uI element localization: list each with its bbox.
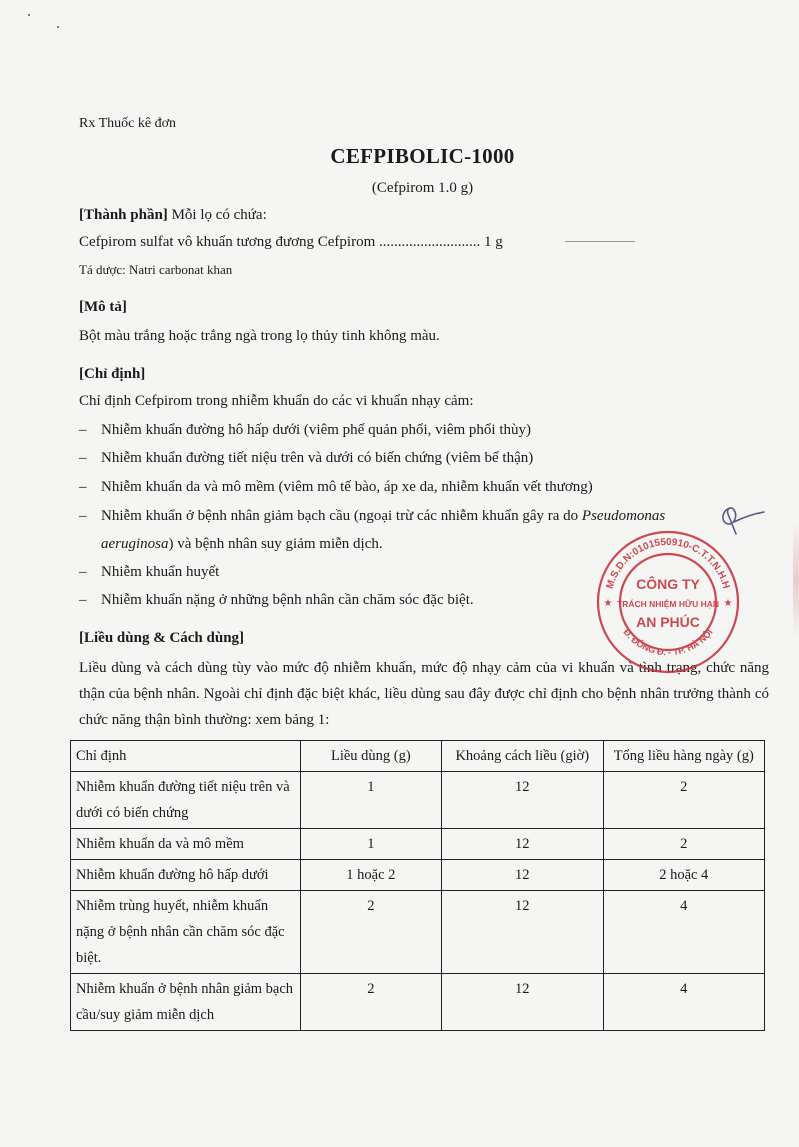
indication-item-continued	[101, 536, 383, 553]
composition-line	[79, 207, 267, 224]
description-text: Bột màu trắng hoặc trắng ngà trong lọ thủy tinh không màu.	[79, 328, 440, 344]
bullet-dash: –	[79, 564, 87, 580]
table-cell-daily: 4	[603, 974, 764, 1031]
table-cell-daily: 2	[603, 772, 764, 829]
table-cell-dose: 1 hoặc 2	[300, 860, 441, 891]
table-row	[71, 974, 765, 1031]
indication-item: Nhiễm khuẩn nặng ở những bệnh nhân cần chăm sóc đặc biệt.	[101, 592, 474, 608]
table-row	[71, 772, 765, 829]
table-header-cell: Liều dùng (g)	[300, 741, 441, 772]
table-cell-indication: Nhiễm khuẩn da và mô mềm	[71, 829, 301, 860]
indication-item: Nhiễm khuẩn đường hô hấp dưới (viêm phế quản phổi, viêm phổi thùy)	[101, 422, 531, 438]
description-heading: [Mô tả]	[79, 299, 127, 315]
table-cell-indication: Nhiễm trùng huyết, nhiễm khuẩn nặng ở bệnh nhân cần chăm sóc đặc biệt.	[71, 891, 301, 974]
table-cell-dose: 1	[300, 829, 441, 860]
table-cell-daily: 2	[603, 829, 764, 860]
table-cell-indication: Nhiễm khuẩn đường hô hấp dưới	[71, 860, 301, 891]
composition-intro: Mỗi lọ có chứa:	[167, 207, 267, 223]
indication-item: Nhiễm khuẩn đường tiết niệu trên và dưới có biến chứng (viêm bể thận)	[101, 450, 534, 466]
seal-ring-text: M.S.D.N:0101550910-C.T.T.N.H.H	[604, 536, 732, 591]
scan-mark	[565, 241, 635, 242]
table-row	[71, 829, 765, 860]
table-row	[71, 860, 765, 891]
composition-heading: [Thành phần]	[79, 207, 168, 223]
table-header-row	[71, 741, 765, 772]
table-cell-dose: 2	[300, 891, 441, 974]
table-header-cell: Chỉ định	[71, 741, 301, 772]
table-header-cell: Khoảng cách liều (giờ)	[442, 741, 603, 772]
scan-speck	[57, 26, 59, 28]
seal-star: ★	[723, 598, 733, 609]
scan-edge-shadow	[793, 520, 799, 640]
table-cell-daily: 2 hoặc 4	[603, 860, 764, 891]
table-cell-indication: Nhiễm khuẩn đường tiết niệu trên và dưới có biến chứng	[71, 772, 301, 829]
table-cell-interval: 12	[442, 772, 603, 829]
table-cell-dose: 2	[300, 974, 441, 1031]
table-row	[71, 891, 765, 974]
excipient: Tá dược: Natri carbonat khan	[79, 262, 233, 277]
seal-star: ★	[603, 598, 613, 609]
seal-bottom-text: Đ. ĐÔNG Đ. - TP. HÀ NỘI	[621, 627, 715, 658]
handwritten-signature	[716, 500, 766, 540]
active-ingredient: Cefpirom sulfat vô khuẩn tương đương Cefpirom ........................... 1 g	[79, 234, 503, 250]
dosage-text: Liều dùng và cách dùng tùy vào mức độ nhiễm khuẩn, mức độ nhạy cảm của vi khuẩn và tình trạng, chức năng thận của bệnh nhân. Ngoài chỉ định đặc biệt khác, liều dùng sau đây được chỉ định cho bệnh nhân trưởng thành có chức năng thận bình thường: xem bảng 1:	[79, 660, 769, 728]
table-cell-interval: 12	[442, 860, 603, 891]
indication-item-text: Nhiễm khuẩn ở bệnh nhân giảm bạch cầu (ngoại trừ các nhiễm khuẩn gây ra do	[101, 508, 582, 524]
table-cell-indication: Nhiễm khuẩn ở bệnh nhân giảm bạch cầu/suy giảm miễn dịch	[71, 974, 301, 1031]
product-title: CEFPIBOLIC-1000	[330, 144, 515, 168]
seal-line-2: TRÁCH NHIỆM HỮU HẠN	[617, 599, 719, 609]
indications-heading: [Chỉ định]	[79, 366, 146, 382]
table-cell-interval: 12	[442, 974, 603, 1031]
table-cell-dose: 1	[300, 772, 441, 829]
table-cell-daily: 4	[603, 891, 764, 974]
indication-item	[101, 508, 665, 525]
table-cell-interval: 12	[442, 829, 603, 860]
indication-item-text: ) và bệnh nhân suy giảm miễn dịch.	[168, 536, 383, 552]
table-header-cell: Tổng liều hàng ngày (g)	[603, 741, 764, 772]
pathogen-name: Pseudomonas	[581, 508, 666, 524]
bullet-dash: –	[79, 450, 87, 466]
product-subtitle: (Cefpirom 1.0 g)	[371, 180, 474, 196]
indication-item: Nhiễm khuẩn da và mô mềm (viêm mô tế bào, áp xe da, nhiễm khuẩn vết thương)	[101, 479, 593, 495]
bullet-dash: –	[79, 422, 87, 438]
company-seal-stamp	[593, 527, 743, 677]
bullet-dash: –	[79, 508, 87, 524]
prescription-label: Rx Thuốc kê đơn	[79, 116, 176, 131]
dosage-table	[70, 740, 765, 1031]
seal-line-3: AN PHÚC	[636, 614, 700, 630]
bullet-dash: –	[79, 479, 87, 495]
table-cell-interval: 12	[442, 891, 603, 974]
pathogen-name: aeruginosa	[101, 536, 169, 552]
dosage-heading: [Liều dùng & Cách dùng]	[79, 630, 245, 646]
scan-speck	[28, 14, 30, 16]
indication-item: Nhiễm khuẩn huyết	[101, 564, 220, 580]
seal-line-1: CÔNG TY	[636, 576, 700, 592]
bullet-dash: –	[79, 592, 87, 608]
indications-intro: Chỉ định Cefpirom trong nhiễm khuẩn do các vi khuẩn nhạy cảm:	[79, 393, 474, 409]
